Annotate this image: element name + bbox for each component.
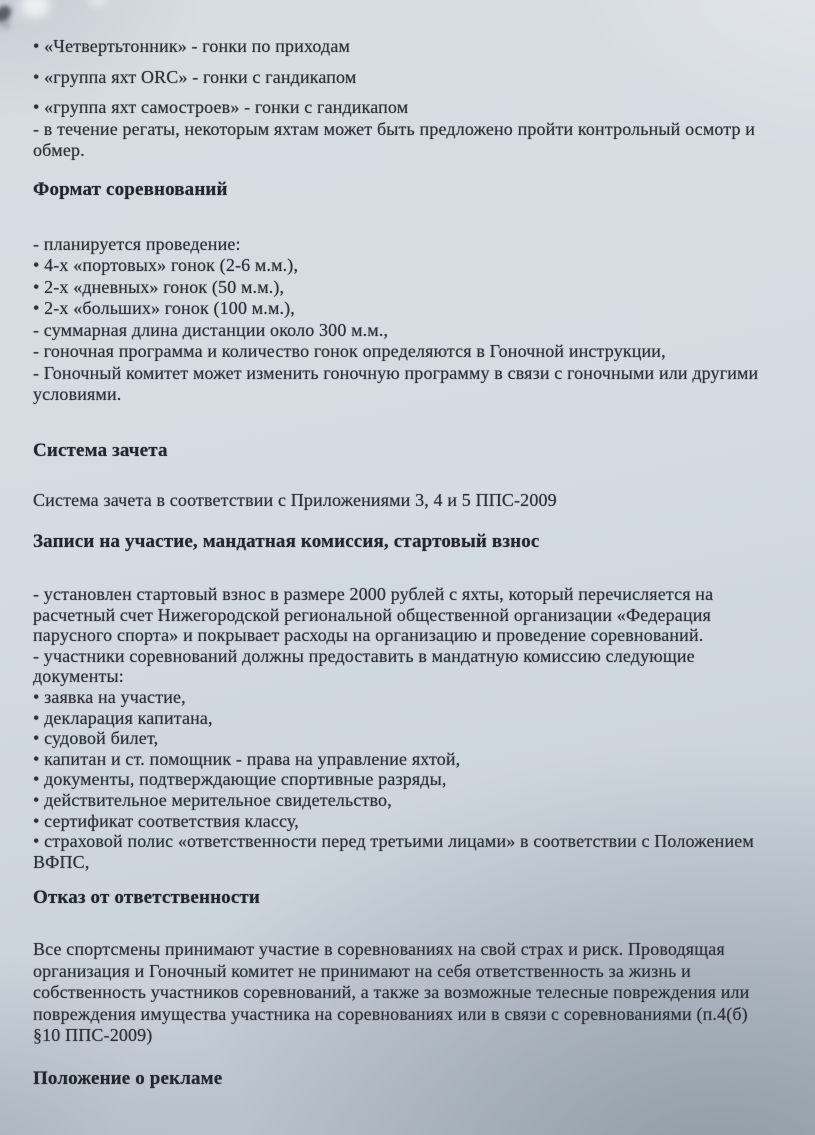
text-line: §10 ППС-2009): [33, 1025, 153, 1046]
document-item: ВФПС,: [33, 851, 90, 872]
yacht-class-item: • «группа яхт ORC» - гонки с гандикапом: [33, 66, 357, 87]
document-item: • документы, подтверждающие спортивные разряды,: [33, 769, 447, 790]
text-line: документы:: [33, 666, 124, 687]
section-heading-format: Формат соревнований: [33, 178, 228, 200]
documents-intro-paragraph: [33, 646, 779, 687]
section-heading-liability: Отказ от ответственности: [33, 887, 260, 909]
entry-fee-paragraph: [33, 584, 779, 646]
document-item: • судовой билет,: [33, 728, 159, 749]
liability-disclaimer-paragraph: [33, 939, 779, 1047]
text-line: • 4-х «портовых» гонок (2-6 м.м.),: [33, 255, 299, 275]
text-line: - Гоночный комитет может изменить гоночную программу в связи с гоночными или другими: [33, 362, 759, 383]
document-item: • действительное мерительное свидетельство,: [33, 789, 392, 810]
inspection-note-paragraph: [33, 119, 779, 162]
text-line: - в течение регаты, некоторым яхтам может быть предложено пройти контрольный осмотр и: [33, 118, 756, 139]
yacht-class-item: • «Четвертьтонник» - гонки по приходам: [33, 36, 351, 56]
document-item: • заявка на участие,: [33, 686, 186, 707]
document-item: • страховой полис «ответственности перед третьими лицами» в соответствии с Положением: [33, 831, 754, 852]
yacht-classes-list: [33, 36, 779, 119]
section-heading-scoring: Система зачета: [33, 439, 168, 461]
text-line: расчетный счет Нижегородской региональной общественной организации «Федерация: [33, 604, 711, 625]
document-item: • капитан и ст. помощник - права на управление яхтой,: [33, 748, 461, 769]
text-line: парусного спорта» и покрывает расходы на организацию и проведение соревнований.: [33, 625, 704, 646]
paper-crease-artifact: [88, 0, 108, 6]
section-heading-advertising: Положение о рекламе: [33, 1067, 223, 1089]
required-documents-list: [33, 687, 779, 872]
text-line: собственность участников соревнований, а также за возможные телесные повреждения или: [33, 982, 750, 1003]
text-line: - планируется проведение:: [33, 233, 241, 254]
text-line: условиями.: [33, 384, 122, 404]
section-heading-entry: Записи на участие, мандатная комиссия, стартовый взнос: [33, 531, 540, 552]
yacht-class-item: • «группа яхт самостроев» - гонки с гандикапом: [33, 97, 409, 117]
text-line: - суммарная длина дистанции около 300 м.м.,: [33, 319, 389, 340]
text-line: • 2-х «дневных» гонок (50 м.м.),: [33, 276, 285, 297]
paper-crease-artifact: [20, 0, 50, 18]
text-line: организация и Гоночный комитет не принимают на себя ответственность за жизнь и: [33, 960, 691, 981]
text-line: обмер.: [33, 140, 85, 160]
entry-section-body: [33, 584, 779, 872]
text-line: - гоночная программа и количество гонок определяются в Гоночной инструкции,: [33, 341, 666, 361]
text-line: повреждения имущества участника на соревнованиях или в связи с соревнованиями (п.4(б): [33, 1003, 748, 1024]
text-line: Все спортсмены принимают участие в соревнованиях на свой страх и риск. Проводящая: [33, 939, 725, 960]
document-item: • декларация капитана,: [33, 707, 213, 728]
ink-smudge-artifact: [0, 21, 11, 29]
scoring-system-paragraph: Система зачета в соответствии с Приложениями 3, 4 и 5 ППС-2009: [33, 489, 557, 510]
document-item: • сертификат соответствия классу,: [33, 810, 299, 831]
format-details-paragraph: [33, 234, 779, 406]
ink-mark-artifact: [0, 3, 13, 25]
text-line: - участники соревнований должны предоставить в мандатную комиссию следующие: [33, 645, 695, 666]
text-line: - установлен стартовый взнос в размере 2000 рублей с яхты, который перечисляется на: [33, 584, 714, 604]
text-line: • 2-х «больших» гонок (100 м.м.),: [33, 298, 295, 318]
